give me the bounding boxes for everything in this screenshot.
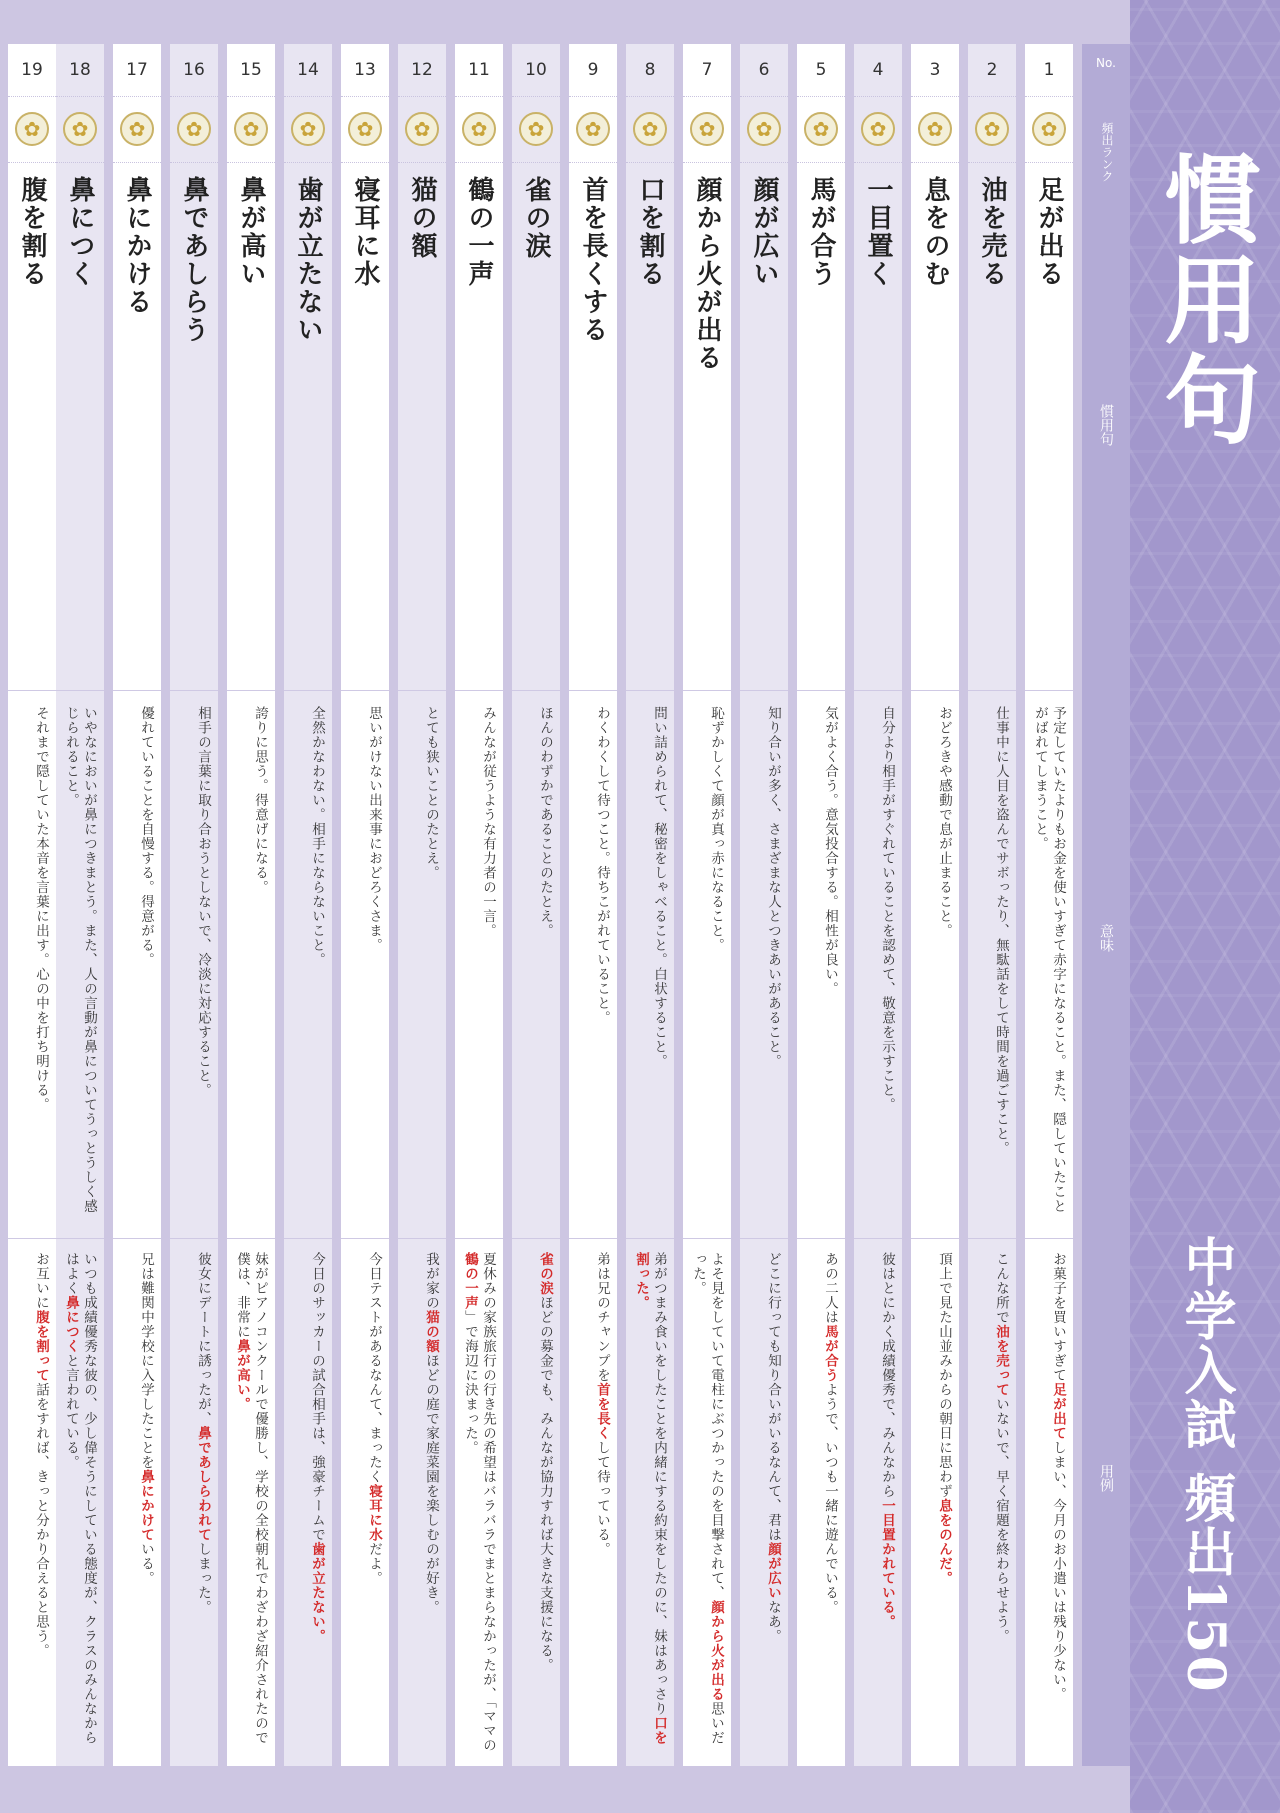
rank-cell (56, 96, 104, 163)
example-cell (284, 1238, 332, 1766)
rank-cell (797, 96, 845, 163)
table-column (170, 44, 218, 1766)
meaning-cell (1025, 690, 1073, 1239)
example-highlight: 顔が広い (765, 1542, 781, 1600)
idiom-meaning: 知り合いが多く、さまざまな人とつきあいがあること。 (765, 706, 781, 1069)
idiom-phrase: 猫の額 (407, 176, 437, 260)
table-column (683, 44, 731, 1766)
phrase-cell (341, 162, 389, 691)
table-column (854, 44, 902, 1766)
meaning-cell (569, 690, 617, 1239)
example-text: 頂上で見た山並みからの朝日に思わず (936, 1252, 952, 1499)
table-column (113, 44, 161, 1766)
rank-cell (455, 96, 503, 163)
example-highlight: 鼻であしらわれて (195, 1426, 211, 1542)
meaning-cell (8, 690, 56, 1239)
example-text: よそ見をしていて電柱にぶつかったのを目撃されて、 (708, 1252, 724, 1600)
example-cell (56, 1238, 104, 1766)
star-icon: ✿ (519, 112, 553, 146)
example-text: 今日のサッカーの試合相手は、強豪チームで (309, 1252, 325, 1542)
example-text: いる。 (138, 1542, 154, 1586)
rank-cell (512, 96, 560, 163)
example-cell (683, 1238, 731, 1766)
header-column (1082, 44, 1130, 1766)
rank-cell (284, 96, 332, 163)
row-number: 9 (569, 44, 617, 97)
idiom-phrase: 歯が立たない (293, 176, 323, 344)
idiom-example (878, 1252, 896, 1757)
star-icon: ✿ (975, 112, 1009, 146)
example-text: いないで、早く宿題を終わらせよう。 (993, 1397, 1009, 1644)
phrase-cell (626, 162, 674, 691)
rank-cell (170, 96, 218, 163)
idiom-example (935, 1252, 953, 1757)
idiom-meaning: みんなが従うような有力者の一言。 (480, 706, 496, 938)
row-number: 5 (797, 44, 845, 97)
example-text: 妹がピアノコンクールで優勝し、学校の全校朝礼でわざわざ紹介されたので僕は、非常に (234, 1252, 268, 1745)
example-text: 兄は難関中学校に入学したことを (138, 1252, 154, 1470)
idiom-meaning: 気がよく合う。意気投合する。相性が良い。 (822, 706, 838, 996)
example-cell (227, 1238, 275, 1766)
example-text: 弟がつまみ食いをしたことを内緒にする約束をしたのに、妹はあっさり (651, 1252, 667, 1716)
row-number: 13 (341, 44, 389, 97)
example-cell (911, 1238, 959, 1766)
example-text: と言われている。 (63, 1353, 79, 1470)
bottom-band (0, 1766, 1130, 1813)
row-number: 1 (1025, 44, 1073, 97)
table-column (911, 44, 959, 1766)
rank-cell (911, 96, 959, 163)
idiom-phrase: 腹を割る (17, 176, 47, 288)
idiom-phrase: 寝耳に水 (350, 176, 380, 288)
meaning-cell (797, 690, 845, 1239)
example-text: 弟は兄のチャンプを (594, 1252, 610, 1383)
example-text: ほどの募金でも、みんなが協力すれば大きな支援になる。 (537, 1295, 553, 1673)
phrase-cell (56, 162, 104, 691)
example-text: ようで、いつも一緒に遊んでいる。 (822, 1382, 838, 1615)
example-text: 思いだった。 (690, 1252, 724, 1745)
idiom-example (194, 1252, 212, 1757)
idiom-meaning: 問い詰められて、秘密をしゃべること。白状すること。 (651, 706, 667, 1069)
idiom-example (32, 1252, 50, 1757)
row-number: 7 (683, 44, 731, 97)
example-text: どこに行っても知り合いがいるなんて、君は (765, 1252, 781, 1542)
idiom-example (992, 1252, 1010, 1757)
example-highlight: 歯が立たない。 (309, 1542, 325, 1644)
example-highlight: 猫の額 (423, 1310, 439, 1354)
example-text: こんな所で (993, 1252, 1009, 1325)
meaning-cell (854, 690, 902, 1239)
phrase-cell (170, 162, 218, 691)
row-number: 16 (170, 44, 218, 97)
idiom-example (821, 1252, 839, 1757)
star-icon: ✿ (633, 112, 667, 146)
example-highlight: 鼻につく (63, 1295, 79, 1354)
phrase-cell (8, 162, 56, 691)
idiom-example (137, 1252, 155, 1757)
row-number: 2 (968, 44, 1016, 97)
idiom-meaning: 相手の言葉に取り合おうとしないで、冷淡に対応すること。 (195, 706, 211, 1098)
idiom-meaning: 優れていることを自慢する。得意がる。 (138, 706, 154, 967)
idiom-phrase: 口を割る (635, 176, 665, 288)
idiom-phrase: 鼻が高い (236, 176, 266, 288)
meaning-cell (911, 690, 959, 1239)
example-text: 今日テストがあるなんて、まったく (366, 1252, 382, 1484)
rank-cell (968, 96, 1016, 163)
idiom-meaning: 思いがけない出来事におどろくさま。 (366, 706, 382, 953)
phrase-cell (854, 162, 902, 691)
example-highlight: 首を長く (594, 1382, 610, 1441)
example-highlight: 腹を割って (33, 1310, 49, 1383)
table-column (398, 44, 446, 1766)
meaning-cell (455, 690, 503, 1239)
table-column (1025, 44, 1073, 1766)
example-highlight: 息をのんだ。 (936, 1498, 952, 1586)
star-icon: ✿ (690, 112, 724, 146)
idiom-example (62, 1252, 98, 1757)
phrase-cell (797, 162, 845, 691)
idiom-phrase: 鼻につく (65, 176, 95, 288)
example-text: しまい、今月のお小遣いは残り少ない。 (1050, 1440, 1066, 1702)
idiom-phrase: 息をのむ (920, 176, 950, 288)
table-column (284, 44, 332, 1766)
table-column (341, 44, 389, 1766)
meaning-cell (398, 690, 446, 1239)
phrase-cell (455, 162, 503, 691)
example-text: 彼はとにかく成績優秀で、みんなから (879, 1252, 895, 1499)
example-highlight: 鶴の一声 (462, 1252, 478, 1310)
top-band (0, 0, 1130, 44)
phrase-cell (227, 162, 275, 691)
table-column (626, 44, 674, 1766)
example-text: ほどの庭で家庭菜園を楽しむのが好き。 (423, 1353, 439, 1615)
example-cell (170, 1238, 218, 1766)
idiom-example (1049, 1252, 1067, 1757)
example-cell (569, 1238, 617, 1766)
idiom-example (422, 1252, 440, 1757)
example-text: して待っている。 (594, 1440, 610, 1557)
idiom-example (689, 1252, 725, 1757)
example-cell (341, 1238, 389, 1766)
idiom-meaning: とても狭いことのたとえ。 (423, 706, 439, 880)
idiom-phrase: 一目置く (863, 176, 893, 288)
phrase-cell (911, 162, 959, 691)
row-number: 17 (113, 44, 161, 97)
star-icon: ✿ (861, 112, 895, 146)
rank-cell (227, 96, 275, 163)
example-text: いつも成績優秀な彼の、少し偉そうにしている態度が、クラスのみんなからはよく (63, 1252, 97, 1745)
idiom-example (365, 1252, 383, 1757)
meaning-cell (626, 690, 674, 1239)
meaning-cell (170, 690, 218, 1239)
example-cell (1025, 1238, 1073, 1766)
star-icon: ✿ (291, 112, 325, 146)
example-text: 夏休みの家族旅行の行き先の希望はバラバラでまとまらなかったが、「ママの (480, 1252, 496, 1753)
example-cell (455, 1238, 503, 1766)
page-title: 慣用句 (1149, 150, 1262, 450)
example-highlight: 顔から火が出る (708, 1600, 724, 1702)
meaning-cell (284, 690, 332, 1239)
rank-cell (626, 96, 674, 163)
meaning-cell (512, 690, 560, 1239)
idiom-meaning: 誇りに思う。得意げになる。 (252, 706, 268, 895)
star-icon: ✿ (120, 112, 154, 146)
example-cell (398, 1238, 446, 1766)
rank-cell (1025, 96, 1073, 163)
rank-cell (398, 96, 446, 163)
table-column (797, 44, 845, 1766)
star-icon: ✿ (1032, 112, 1066, 146)
header-meaning: 意味 (1098, 924, 1114, 952)
table-column (455, 44, 503, 1766)
example-cell (968, 1238, 1016, 1766)
table-column (227, 44, 275, 1766)
phrase-cell (398, 162, 446, 691)
meaning-cell (227, 690, 275, 1239)
idiom-meaning: いやなにおいが鼻につきまとう。また、人の言動が鼻についてうっとうしく感じられること。 (63, 706, 97, 1214)
star-icon: ✿ (918, 112, 952, 146)
idiom-phrase: 足が出る (1034, 176, 1064, 288)
page-subtitle: 中学入試 頻出150 (1175, 1235, 1236, 1694)
idiom-meaning: 自分より相手がすぐれていることを認めて、敬意を示すこと。 (879, 706, 895, 1112)
row-number: 15 (227, 44, 275, 97)
idiom-phrase: 鼻であしらう (179, 176, 209, 344)
idiom-meaning: 恥ずかしくて顔が真っ赤になること。 (708, 706, 724, 953)
idiom-phrase: 馬が合う (806, 176, 836, 288)
idiom-example (632, 1252, 668, 1757)
example-cell (797, 1238, 845, 1766)
example-highlight: 一目置かれている。 (879, 1498, 895, 1629)
star-icon: ✿ (15, 112, 49, 146)
example-cell (854, 1238, 902, 1766)
example-text: 彼女にデートに誘ったが、 (195, 1252, 211, 1426)
header-example: 用例 (1098, 1464, 1114, 1492)
phrase-cell (683, 162, 731, 691)
star-icon: ✿ (576, 112, 610, 146)
idiom-phrase: 顔から火が出る (692, 176, 722, 372)
idiom-meaning: ほんのわずかであることのたとえ。 (537, 706, 553, 938)
row-number: 8 (626, 44, 674, 97)
idiom-meaning: おどろきや感動で息が止まること。 (936, 706, 952, 938)
table-column (740, 44, 788, 1766)
row-number: 10 (512, 44, 560, 97)
rank-cell (740, 96, 788, 163)
example-text: 我が家の (423, 1252, 439, 1310)
idiom-meaning: 仕事中に人目を盗んでサボったり、無駄話をして時間を過ごすこと。 (993, 706, 1009, 1156)
example-cell (512, 1238, 560, 1766)
example-highlight: 足が出て (1050, 1382, 1066, 1441)
idiom-meaning: それまで隠していた本音を言葉に出す。心の中を打ち明ける。 (33, 706, 49, 1112)
example-highlight: 雀の涙 (537, 1252, 553, 1296)
example-cell (8, 1238, 56, 1766)
idiom-phrase: 雀の涙 (521, 176, 551, 260)
meaning-cell (968, 690, 1016, 1239)
phrase-cell (968, 162, 1016, 691)
phrase-cell (740, 162, 788, 691)
table-column (968, 44, 1016, 1766)
idiom-phrase: 鼻にかける (122, 176, 152, 316)
idiom-example (233, 1252, 269, 1757)
meaning-cell (683, 690, 731, 1239)
example-text: しまった。 (195, 1542, 211, 1615)
rank-cell (8, 96, 56, 163)
phrase-cell (113, 162, 161, 691)
phrase-cell (569, 162, 617, 691)
example-highlight: 鼻にかけて (138, 1469, 154, 1542)
example-cell (626, 1238, 674, 1766)
idiom-phrase: 油を売る (977, 176, 1007, 288)
example-cell (113, 1238, 161, 1766)
table-column (8, 44, 56, 1766)
star-icon: ✿ (405, 112, 439, 146)
header-no: No. (1096, 56, 1116, 70)
example-highlight: 馬が合う (822, 1324, 838, 1383)
row-number: 19 (8, 44, 56, 97)
idiom-phrase: 首を長くする (578, 176, 608, 344)
idiom-meaning: 予定していたよりもお金を使いすぎて赤字になること。また、隠していたことがばれてしまうこと。 (1032, 706, 1066, 1214)
row-number: 6 (740, 44, 788, 97)
phrase-cell (284, 162, 332, 691)
meaning-cell (113, 690, 161, 1239)
table-column (56, 44, 104, 1766)
idiom-phrase: 鶴の一声 (464, 176, 494, 288)
star-icon: ✿ (747, 112, 781, 146)
rank-cell (113, 96, 161, 163)
example-highlight: 鼻が高い。 (234, 1339, 250, 1412)
example-text: 話をすれば、きっと分かり合えると思う。 (33, 1382, 49, 1658)
row-number: 12 (398, 44, 446, 97)
idiom-example (308, 1252, 326, 1757)
idiom-example (593, 1252, 611, 1757)
row-number: 11 (455, 44, 503, 97)
header-rank: 頻出ランク (1100, 122, 1114, 182)
idiom-example (461, 1252, 497, 1757)
row-number: 4 (854, 44, 902, 97)
example-text: あの二人は (822, 1252, 838, 1325)
example-text: 」で海辺に決まった。 (462, 1310, 478, 1455)
idiom-meaning: わくわくして待つこと。待ちこがれていること。 (594, 706, 610, 1025)
rank-cell (569, 96, 617, 163)
header-phrase: 慣用句 (1098, 404, 1114, 446)
idiom-example (536, 1252, 554, 1757)
rank-cell (341, 96, 389, 163)
example-highlight: 油を売って (993, 1324, 1009, 1397)
example-text: だよ。 (366, 1542, 382, 1586)
meaning-cell (56, 690, 104, 1239)
star-icon: ✿ (348, 112, 382, 146)
example-highlight: 寝耳に水 (366, 1484, 382, 1542)
table-column (569, 44, 617, 1766)
idiom-table (0, 44, 1130, 1766)
star-icon: ✿ (234, 112, 268, 146)
star-icon: ✿ (177, 112, 211, 146)
idiom-example (764, 1252, 782, 1757)
star-icon: ✿ (63, 112, 97, 146)
star-icon: ✿ (462, 112, 496, 146)
phrase-cell (512, 162, 560, 691)
rank-cell (683, 96, 731, 163)
table-column (512, 44, 560, 1766)
star-icon: ✿ (804, 112, 838, 146)
example-text: お菓子を買いすぎて (1050, 1252, 1066, 1383)
example-text: お互いに (33, 1252, 49, 1310)
row-number: 14 (284, 44, 332, 97)
example-highlight: 口を割った。 (633, 1252, 667, 1745)
meaning-cell (740, 690, 788, 1239)
meaning-cell (341, 690, 389, 1239)
phrase-cell (1025, 162, 1073, 691)
rank-cell (854, 96, 902, 163)
idiom-phrase: 顔が広い (749, 176, 779, 288)
row-number: 18 (56, 44, 104, 97)
idiom-meaning: 全然かなわない。相手にならないこと。 (309, 706, 325, 967)
example-text: なあ。 (765, 1600, 781, 1644)
example-cell (740, 1238, 788, 1766)
row-number: 3 (911, 44, 959, 97)
